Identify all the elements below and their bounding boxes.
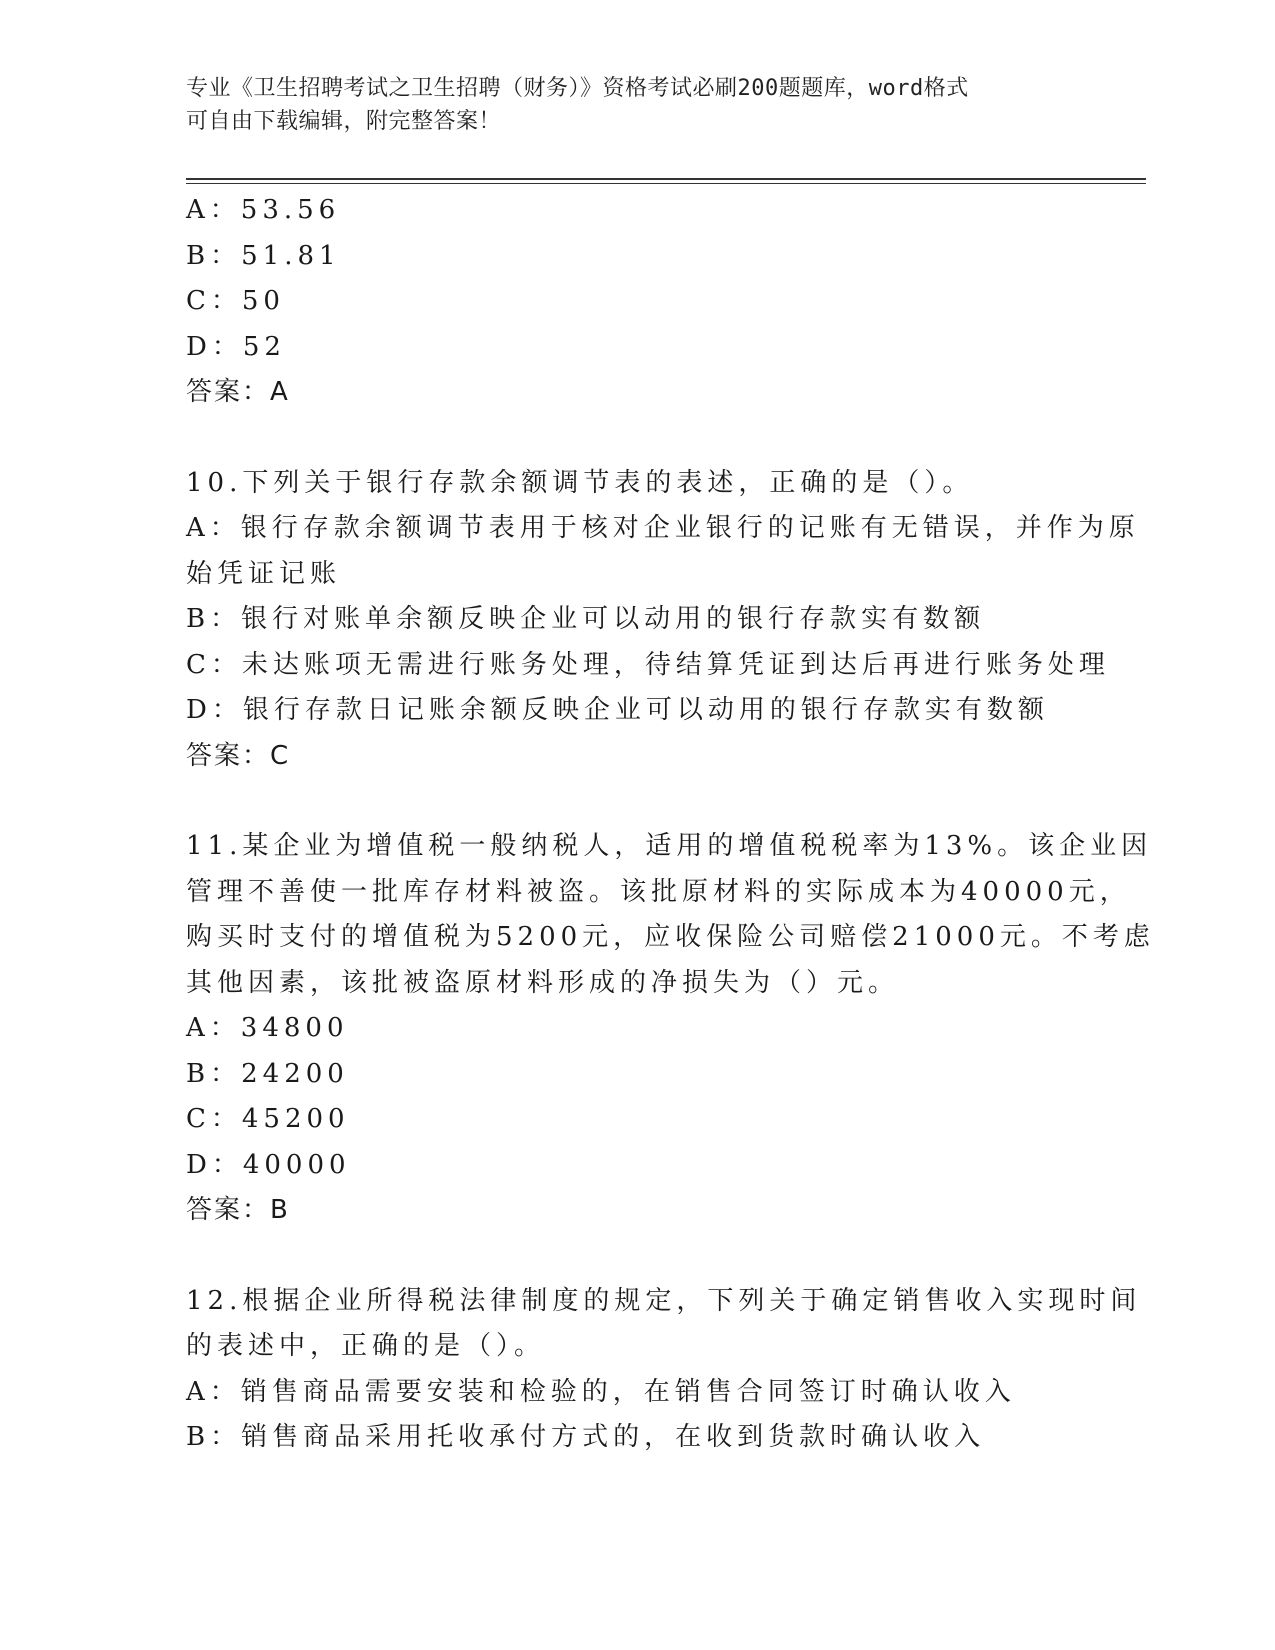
option-b: B：银行对账单余额反映企业可以动用的银行存款实有数额 [186,604,986,634]
question-11 [186,824,1155,1234]
option-a: A：53.56 [186,195,341,225]
spacer [186,416,1086,461]
option-a: A：银行存款余额调节表用于核对企业银行的记账有无错误，并作为原 [186,513,1140,543]
question-stem-line-4: 其他因素，该批被盗原材料形成的净损失为（）元。 [186,967,900,998]
document-header [186,72,1086,138]
question-stem: 10.下列关于银行存款余额调节表的表述，正确的是（）。 [186,467,974,498]
header-line-1: 专业《卫生招聘考试之卫生招聘（财务）》资格考试必刷200题题库，word格式 [186,76,969,101]
option-d: D：52 [186,331,286,362]
option-b: B：24200 [186,1058,349,1089]
question-stem-line-3: 购买时支付的增值税为5200元，应收保险公司赔偿21000元。不考虑 [186,922,1155,952]
spacer [186,779,1086,824]
option-d: D：银行存款日记账余额反映企业可以动用的银行存款实有数额 [186,695,1049,725]
question-stem-line-2: 管理不善使一批库存材料被盗。该批原材料的实际成本为40000元， [186,876,1131,907]
answer-label: 答案：A [186,377,290,407]
header-divider-thick [186,178,1146,180]
option-d: D：40000 [186,1149,351,1180]
option-b: B：51.81 [186,240,341,271]
option-a: A：34800 [186,1013,349,1043]
option-a: A：销售商品需要安装和检验的，在销售合同签订时确认收入 [186,1376,1016,1407]
answer-label: 答案：C [186,740,291,771]
option-c: C：50 [186,286,285,316]
question-10 [186,461,1140,780]
option-b: B：销售商品采用托收承付方式的，在收到货款时确认收入 [186,1422,986,1452]
header-line-2: 可自由下载编辑，附完整答案！ [186,109,502,134]
question-12 [186,1279,1142,1461]
question-stem-line-1: 12.根据企业所得税法律制度的规定，下列关于确定销售收入实现时间 [186,1285,1142,1316]
spacer [186,1234,1086,1279]
question-9-tail [186,188,1086,416]
answer-label: 答案：B [186,1195,290,1225]
header-divider-thin [186,183,1146,184]
option-c: C：未达账项无需进行账务处理，待结算凭证到达后再进行账务处理 [186,649,1110,680]
question-stem-line-2: 的表述中，正确的是（）。 [186,1331,546,1361]
option-a-continued: 始凭证记账 [186,558,342,589]
option-c: C：45200 [186,1104,350,1134]
question-content [186,188,1155,1461]
question-stem-line-1: 11.某企业为增值税一般纳税人，适用的增值税税率为13%。该企业因 [186,831,1153,861]
